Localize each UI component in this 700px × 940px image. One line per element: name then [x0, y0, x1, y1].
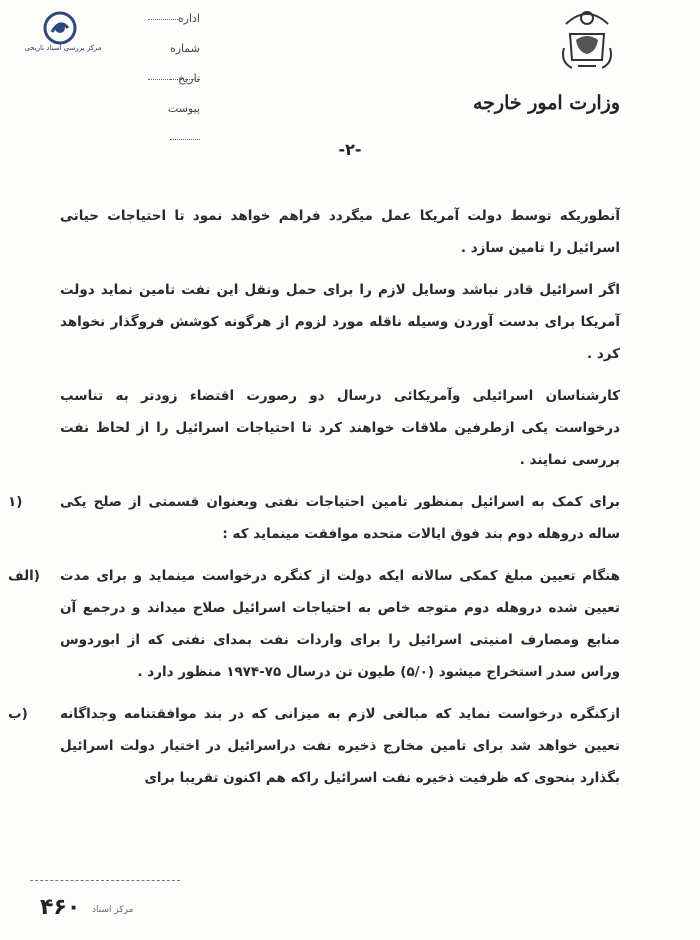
item-be-text: ازکنگره درخواست نماید که مبالغی لازم به میزانی که در بند موافقتنامه وجداگانه تعیین خواهد شد برای تامین مخارج ذخیره نفت دراسرائیل در اختیار دولت اسرائیل بگذارد بنحوی که ظرفیت ذخیره نفت اسرائیل راکه هم اکنون تقریبا برای — [60, 706, 620, 786]
logo-caption: مرکز بررسی اسناد تاریخی — [24, 44, 102, 52]
stamp-text: مرکز اسناد — [92, 905, 134, 915]
paragraph-2: اگر اسرائیل قادر نباشد وسایل لازم را برای حمل ونقل این نفت تامین نماید دولت آمریکا برای بدست آوردن وسیله ناقله مورد لزوم از هرگونه کوشش فروگذار نخواهد کرد . — [60, 282, 620, 362]
archive-stamp — [30, 880, 180, 931]
letter-body — [8, 200, 620, 804]
item-1-marker: (۱ — [8, 494, 23, 510]
meta-office: اداره — [140, 4, 200, 34]
page-number: -۲- — [338, 140, 362, 159]
paragraph-3: کارشناسان اسرائیلی وآمریکائی درسال دو رصورت اقتضاء زودتر به تناسب درخواست یکی ازطرفین ملاقات خواهند کرد تا احتیاجات اسرائیل را از لحاظ نفت بررسی نمایند . — [60, 388, 620, 468]
item-alef-marker: (الف — [8, 568, 40, 584]
item-1-text: برای کمک به اسرائیل بمنظور تامین احتیاجات نفتی وبعنوان قسمتی از صلح یکی ساله دروهله دوم بند فوق ایالات متحده موافقت مینماید که : — [60, 494, 620, 542]
numbered-item-1 — [8, 486, 620, 550]
paragraph-1: آنطوریکه توسط دولت آمریکا عمل میگردد فراهم خواهد نمود تا احتیاجات حیاتی اسرائیل را تامین سازد . — [60, 208, 620, 256]
lettered-item-be — [8, 698, 620, 794]
item-be-marker: (ب — [8, 706, 28, 722]
meta-attachment: پیوست — [140, 94, 200, 124]
lion-and-sun-emblem-icon — [556, 4, 618, 76]
item-alef-text: هنگام تعیین مبلغ کمکی سالانه ایکه دولت از کنگره درخواست مینماید و برای مدت تعیین شده دروهله دوم متوجه خاص به احتیاجات اسرائیل صلاح میداند و درجمع آن منابع ومصارف امنیتی اسرائیل را برای واردات نفت بمدای نفتی که از ابوردوس وراس سدر استخراج میشود (۵/۰) طیون تن درسال ۷۵-۱۹۷۴ منظور دارد . — [60, 568, 620, 680]
stamp-number: ۴۶۰ — [40, 895, 81, 920]
ministry-title: وزارت امور خارجه — [472, 92, 620, 114]
meta-number: شماره — [140, 34, 200, 64]
meta-fields — [140, 4, 200, 124]
meta-date: تاریخ — [140, 64, 200, 94]
lettered-item-alef — [8, 560, 620, 688]
